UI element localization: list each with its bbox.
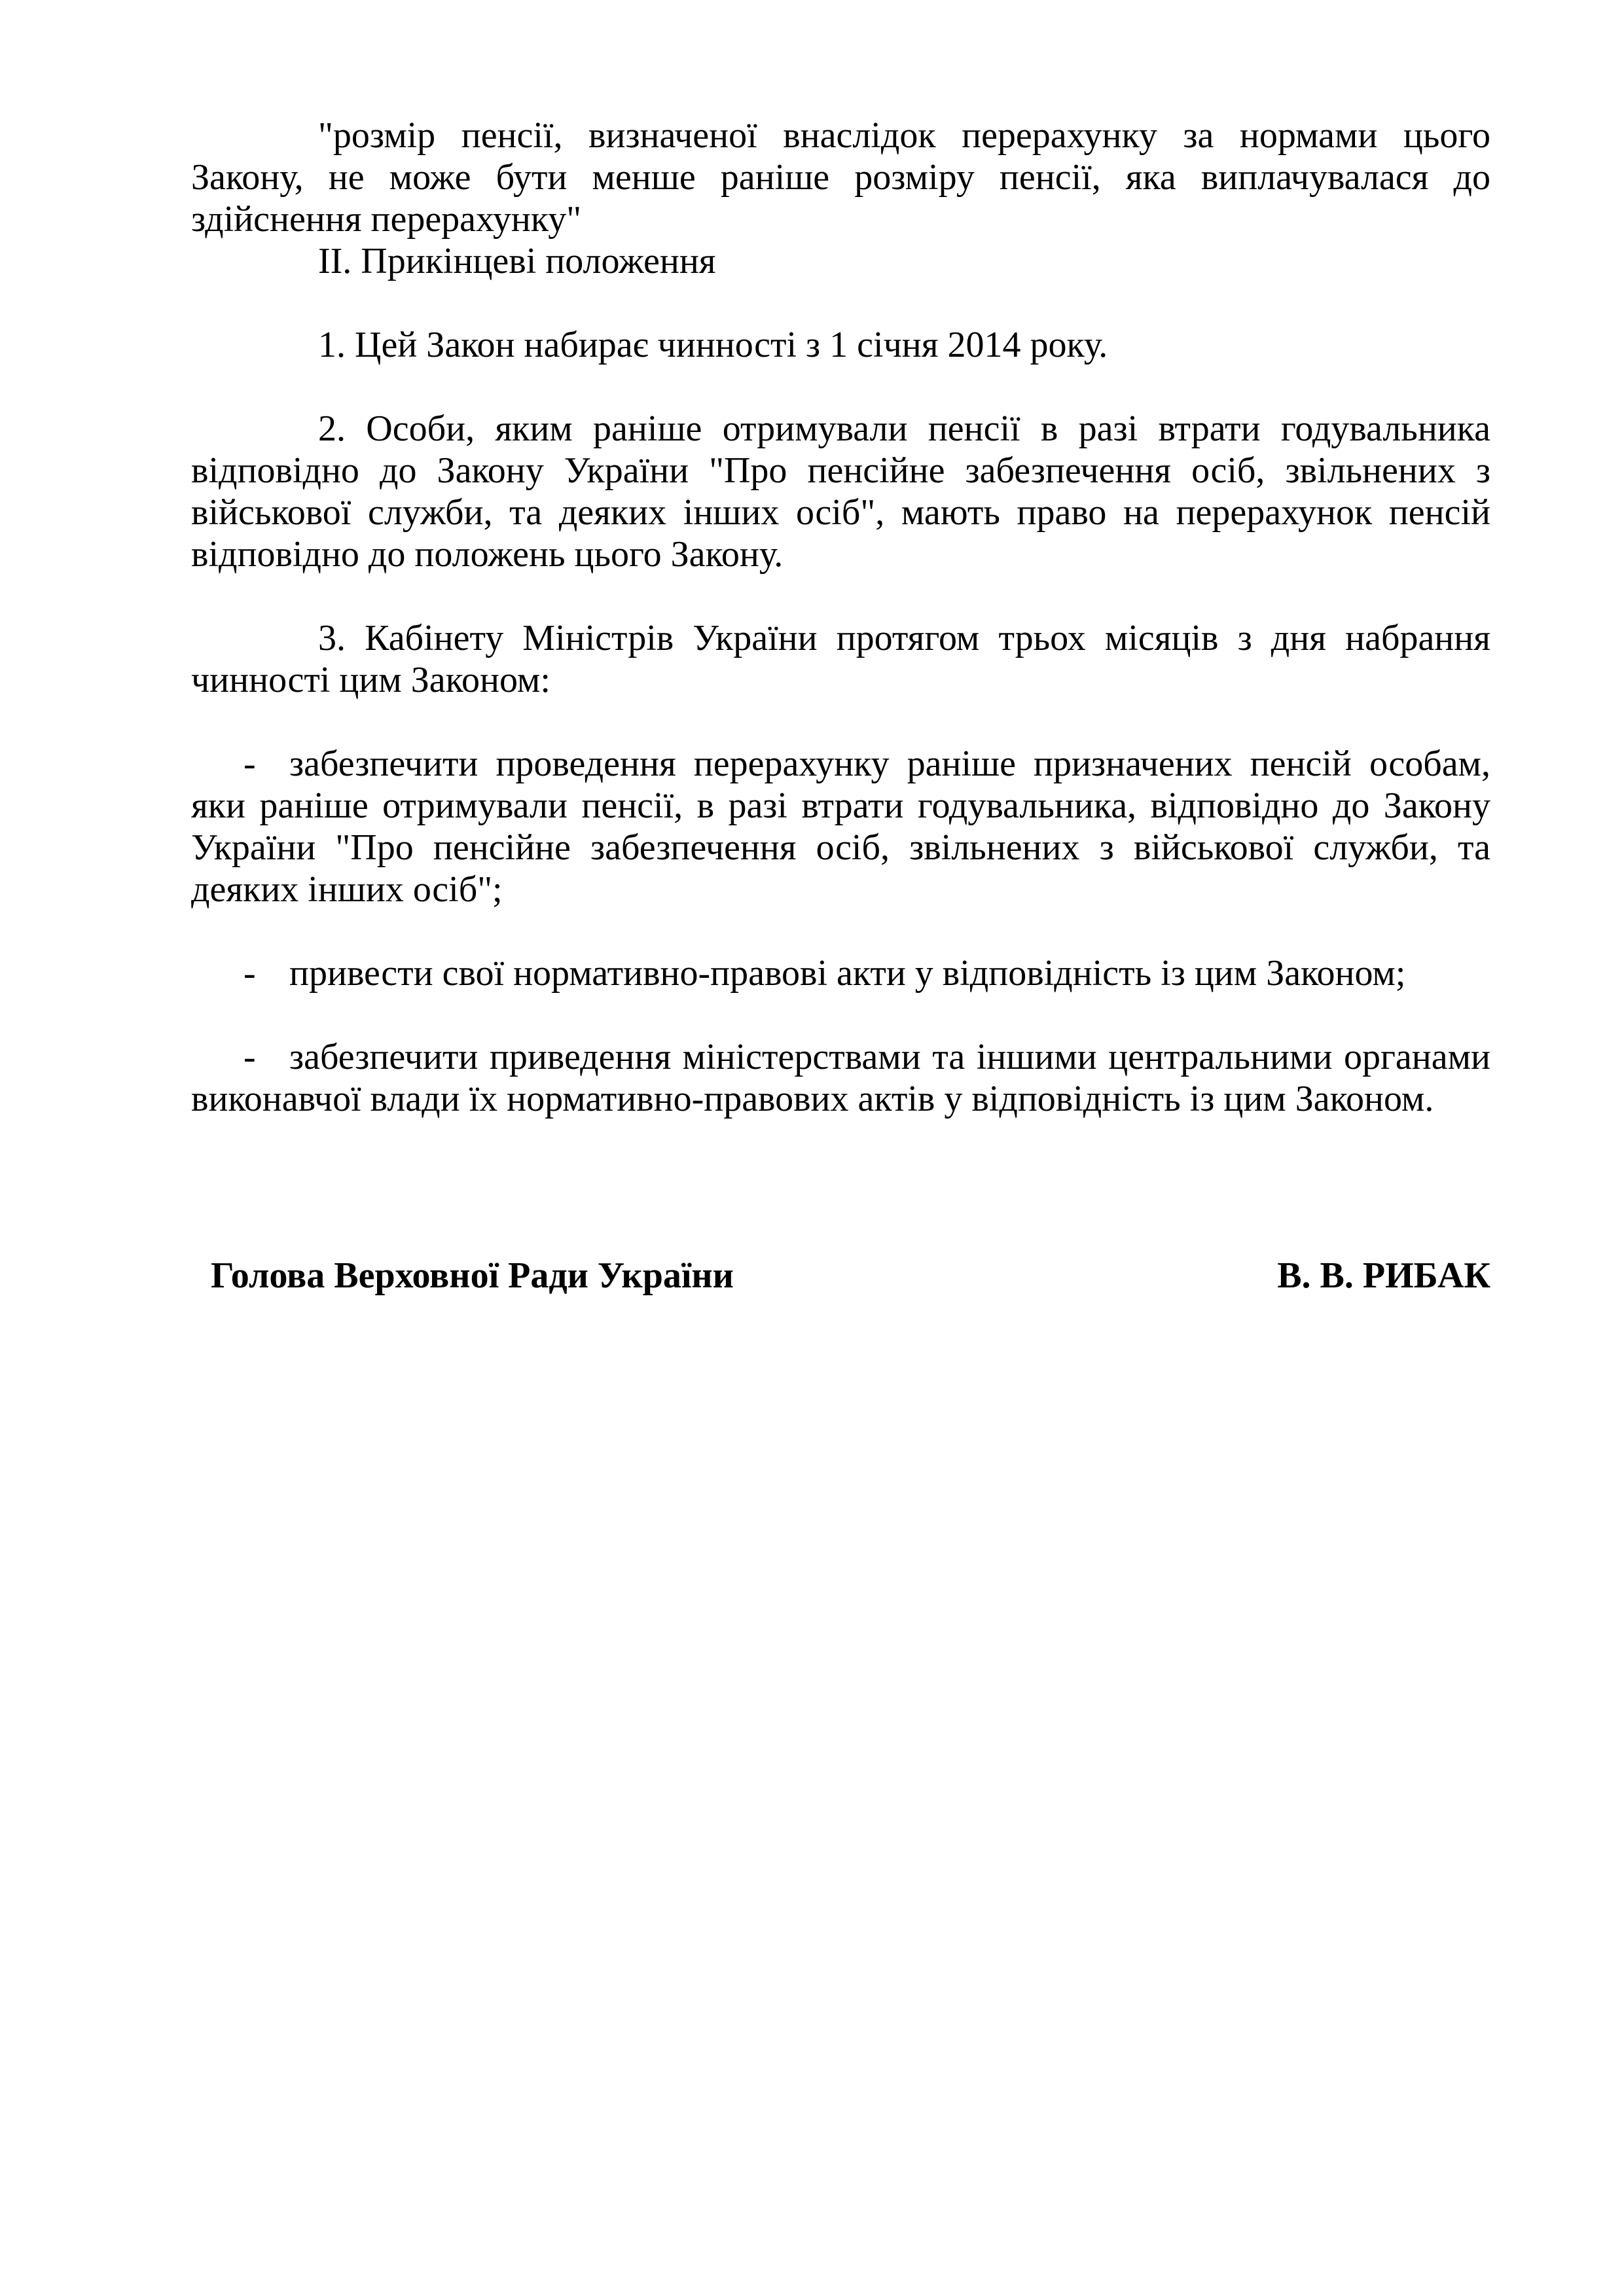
- final-provision-item-2: 2. Особи, яким раніше отримували пенсії в разі втрати годувальника відповідно до Закону України "Про пенсійне забезпечення осіб, звільнених з військової служби, та деяких інших осіб", мають право на перерахунок пенсій відповідно до положень цього Закону.: [191, 408, 1490, 575]
- dash-item-text: забезпечити проведення перерахунку раніше призначених пенсій особам, яки раніше отримували пенсії, в разі втрати годувальника, відповідно до Закону України "Про пенсійне забезпечення осіб, звільнених з військової служби, та деяких інших осіб";: [191, 744, 1490, 910]
- signatory-name: В. В. РИБАК: [1277, 1255, 1490, 1296]
- dash-item-align-acts: [191, 952, 1490, 994]
- document-body: [191, 115, 1490, 1120]
- dash-item-text: привести свої нормативно-правові акти у відповідність із цим Законом;: [289, 953, 1406, 994]
- signatory-position: Голова Верховної Ради України: [211, 1255, 734, 1296]
- dash-item-text: забезпечити приведення міністерствами та іншими центральними органами виконавчої влади їх нормативно-правових актів у відповідність із цим Законом.: [191, 1037, 1490, 1119]
- quote-paragraph: "розмір пенсії, визначеної внаслідок перерахунку за нормами цього Закону, не може бути менше раніше розміру пенсії, яка виплачувалася до здійснення перерахунку": [191, 115, 1490, 240]
- dash-item-ministries: [191, 1036, 1490, 1120]
- dash-marker: -: [244, 744, 256, 784]
- dash-item-recalculation: [191, 743, 1490, 910]
- final-provision-item-1: 1. Цей Закон набирає чинності з 1 січня 2014 року.: [318, 325, 1108, 365]
- section-heading: ІІ. Прикінцеві положення: [318, 241, 716, 281]
- dash-marker: -: [244, 1037, 256, 1077]
- dash-marker: -: [244, 953, 256, 994]
- final-provision-item-3: 3. Кабінету Міністрів України протягом трьох місяців з дня набрання чинності цим Законом:: [191, 618, 1490, 700]
